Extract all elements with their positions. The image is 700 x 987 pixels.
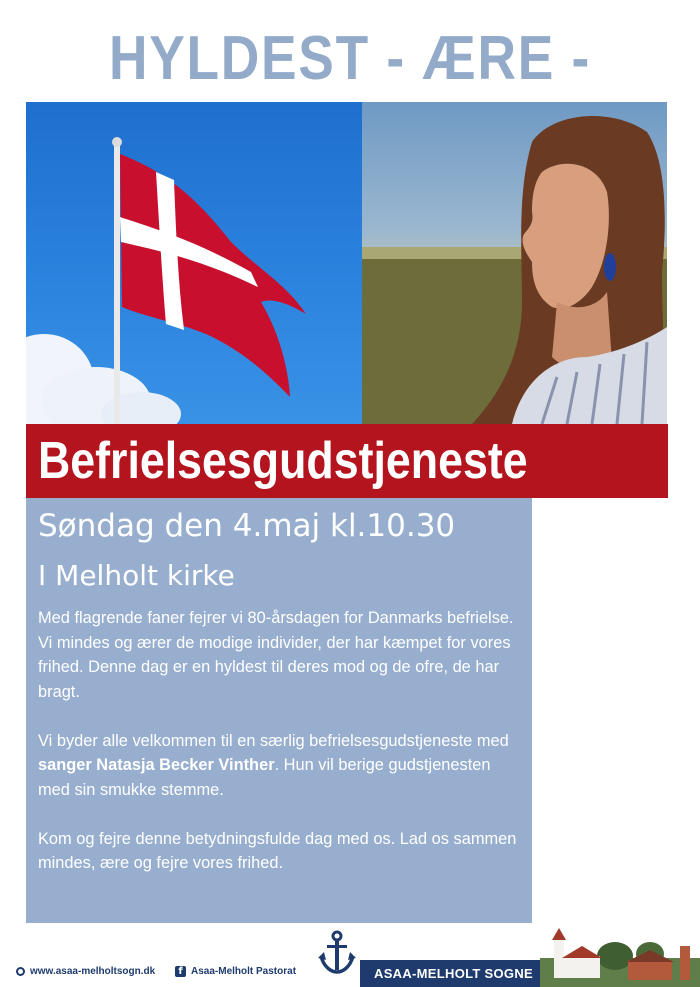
portrait-illustration [362, 102, 667, 424]
parish-name: ASAA-MELHOLT SOGNE [374, 966, 533, 981]
event-info-box [26, 498, 532, 923]
facebook-icon: f [175, 966, 186, 977]
footer [0, 940, 700, 987]
event-date-time: Søndag den 4.maj kl.10.30 [38, 508, 456, 544]
paragraph-closing: Kom og fejre denne betydningsfulde dag med os. Lad os sammen mindes, ære og fejre vores frihed. [38, 829, 517, 872]
singer-name: sanger Natasja Becker Vinther [38, 756, 275, 774]
footer-website[interactable] [16, 966, 155, 977]
website-link[interactable]: www.asaa-melholtsogn.dk [30, 966, 156, 977]
church-illustration [540, 928, 700, 987]
service-title: Befrielsesgudstjeneste [38, 432, 528, 490]
footer-facebook[interactable] [175, 966, 296, 977]
facebook-link[interactable]: Asaa-Melholt Pastorat [191, 966, 297, 977]
event-description [38, 606, 522, 900]
title-banner [26, 424, 668, 498]
danish-flag-illustration [26, 102, 362, 424]
invitation-text: Vi byder alle velkommen til en særlig befrielsesgudstjeneste med [38, 731, 509, 750]
invitation-text-end: . Hun vil berige gudstjenesten med sin smukke stemme. [38, 756, 491, 799]
danish-flag-photo [26, 102, 362, 424]
headline: HYLDEST - ÆRE - [108, 24, 591, 93]
paragraph-intro: Med flagrende faner fejrer vi 80-årsdagen for Danmarks befrielse. Vi mindes og ærer de modige individer, der har kæmpet for vores frihed. Denne dag er en hyldest til deres mod og de ofre, de har bragt. [38, 609, 514, 701]
anchor-icon [318, 930, 356, 974]
parish-name-bar [360, 960, 540, 987]
event-location: I Melholt kirke [38, 559, 235, 592]
singer-portrait-photo [362, 102, 667, 424]
paragraph-invitation [38, 729, 522, 803]
globe-icon [16, 967, 25, 976]
